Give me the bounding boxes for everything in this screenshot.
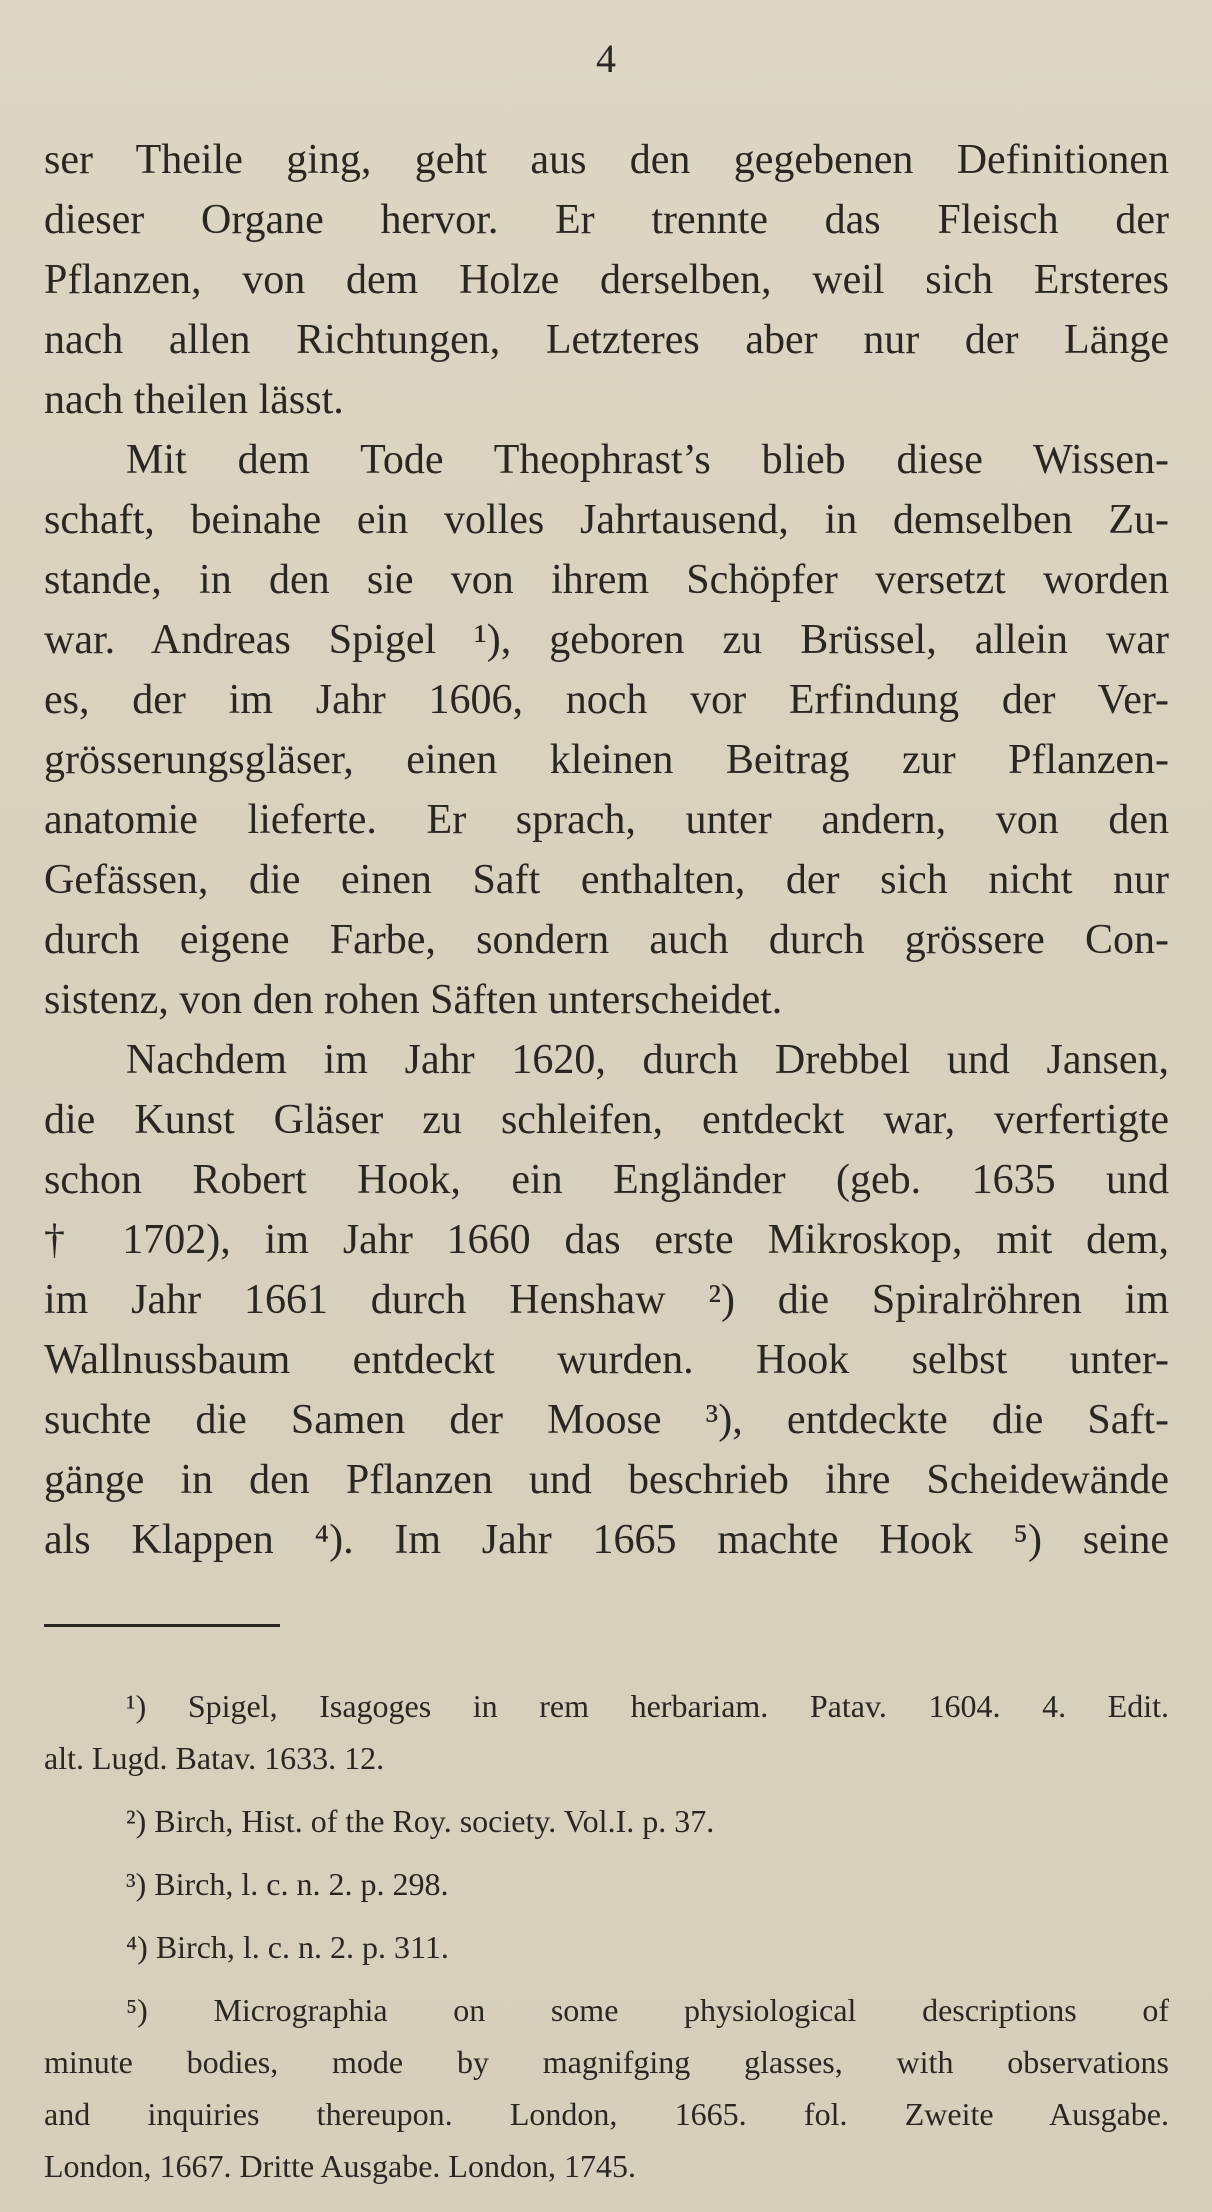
text-line: es, der im Jahr 1606, noch vor Erfindung der Ver-	[44, 677, 1169, 723]
text-line: durch eigene Farbe, sondern auch durch grössere Con-	[44, 917, 1169, 963]
text-line: schon Robert Hook, ein Engländer (geb. 1635 und	[44, 1157, 1169, 1203]
text-line: die Kunst Gläser zu schleifen, entdeckt war, verfertigte	[44, 1097, 1169, 1143]
footnote-line: and inquiries thereupon. London, 1665. fol. Zweite Ausgabe.	[44, 2096, 1169, 2132]
page-number: 4	[596, 36, 616, 81]
footnote-divider	[44, 1624, 280, 1627]
text-line: als Klappen ⁴). Im Jahr 1665 machte Hook ⁵) seine	[44, 1517, 1169, 1563]
footnotes	[44, 1680, 1169, 2192]
text-line: ser Theile ging, geht aus den gegebenen Definitionen	[44, 137, 1169, 183]
text-line: Pflanzen, von dem Holze derselben, weil sich Ersteres	[44, 257, 1169, 303]
footnote-line: ⁴) Birch, l. c. n. 2. p. 311.	[126, 1929, 449, 1965]
footnote-line: ⁵) Micrographia on some physiological descriptions of	[126, 1992, 1169, 2028]
text-line: suchte die Samen der Moose ³), entdeckte die Saft-	[44, 1397, 1169, 1443]
text-line: anatomie lieferte. Er sprach, unter andern, von den	[44, 797, 1169, 843]
text-line: stande, in den sie von ihrem Schöpfer versetzt worden	[44, 557, 1169, 603]
text-line: Mit dem Tode Theophrast’s blieb diese Wissen-	[126, 437, 1169, 483]
footnote-line: ³) Birch, l. c. n. 2. p. 298.	[126, 1866, 449, 1902]
text-line: war. Andreas Spigel ¹), geboren zu Brüssel, allein war	[44, 617, 1169, 663]
footnote-line: ²) Birch, Hist. of the Roy. society. Vol.I. p. 37.	[126, 1803, 715, 1839]
text-line: Nachdem im Jahr 1620, durch Drebbel und Jansen,	[126, 1037, 1169, 1083]
text-line: Wallnussbaum entdeckt wurden. Hook selbst unter-	[44, 1337, 1169, 1383]
text-line: nach theilen lässt.	[44, 377, 344, 423]
text-line: sistenz, von den rohen Säften unterscheidet.	[44, 977, 783, 1023]
text-line: nach allen Richtungen, Letzteres aber nur der Länge	[44, 317, 1169, 363]
text-line: Gefässen, die einen Saft enthalten, der sich nicht nur	[44, 857, 1169, 903]
footnote-line: minute bodies, mode by magnifging glasses, with observations	[44, 2044, 1169, 2080]
footnote-line: ¹) Spigel, Isagoges in rem herbariam. Patav. 1604. 4. Edit.	[126, 1688, 1169, 1724]
footnote-line: London, 1667. Dritte Ausgabe. London, 1745.	[44, 2148, 636, 2184]
text-line: † 1702), im Jahr 1660 das erste Mikroskop, mit dem,	[44, 1217, 1169, 1263]
body-text	[44, 130, 1169, 1570]
footnote-line: alt. Lugd. Batav. 1633. 12.	[44, 1740, 385, 1776]
text-line: grösserungsgläser, einen kleinen Beitrag zur Pflanzen-	[44, 737, 1169, 783]
text-line: gänge in den Pflanzen und beschrieb ihre Scheidewände	[44, 1457, 1169, 1503]
text-line: im Jahr 1661 durch Henshaw ²) die Spiralröhren im	[44, 1277, 1169, 1323]
text-line: dieser Organe hervor. Er trennte das Fleisch der	[44, 197, 1169, 243]
text-line: schaft, beinahe ein volles Jahrtausend, in demselben Zu-	[44, 497, 1169, 543]
